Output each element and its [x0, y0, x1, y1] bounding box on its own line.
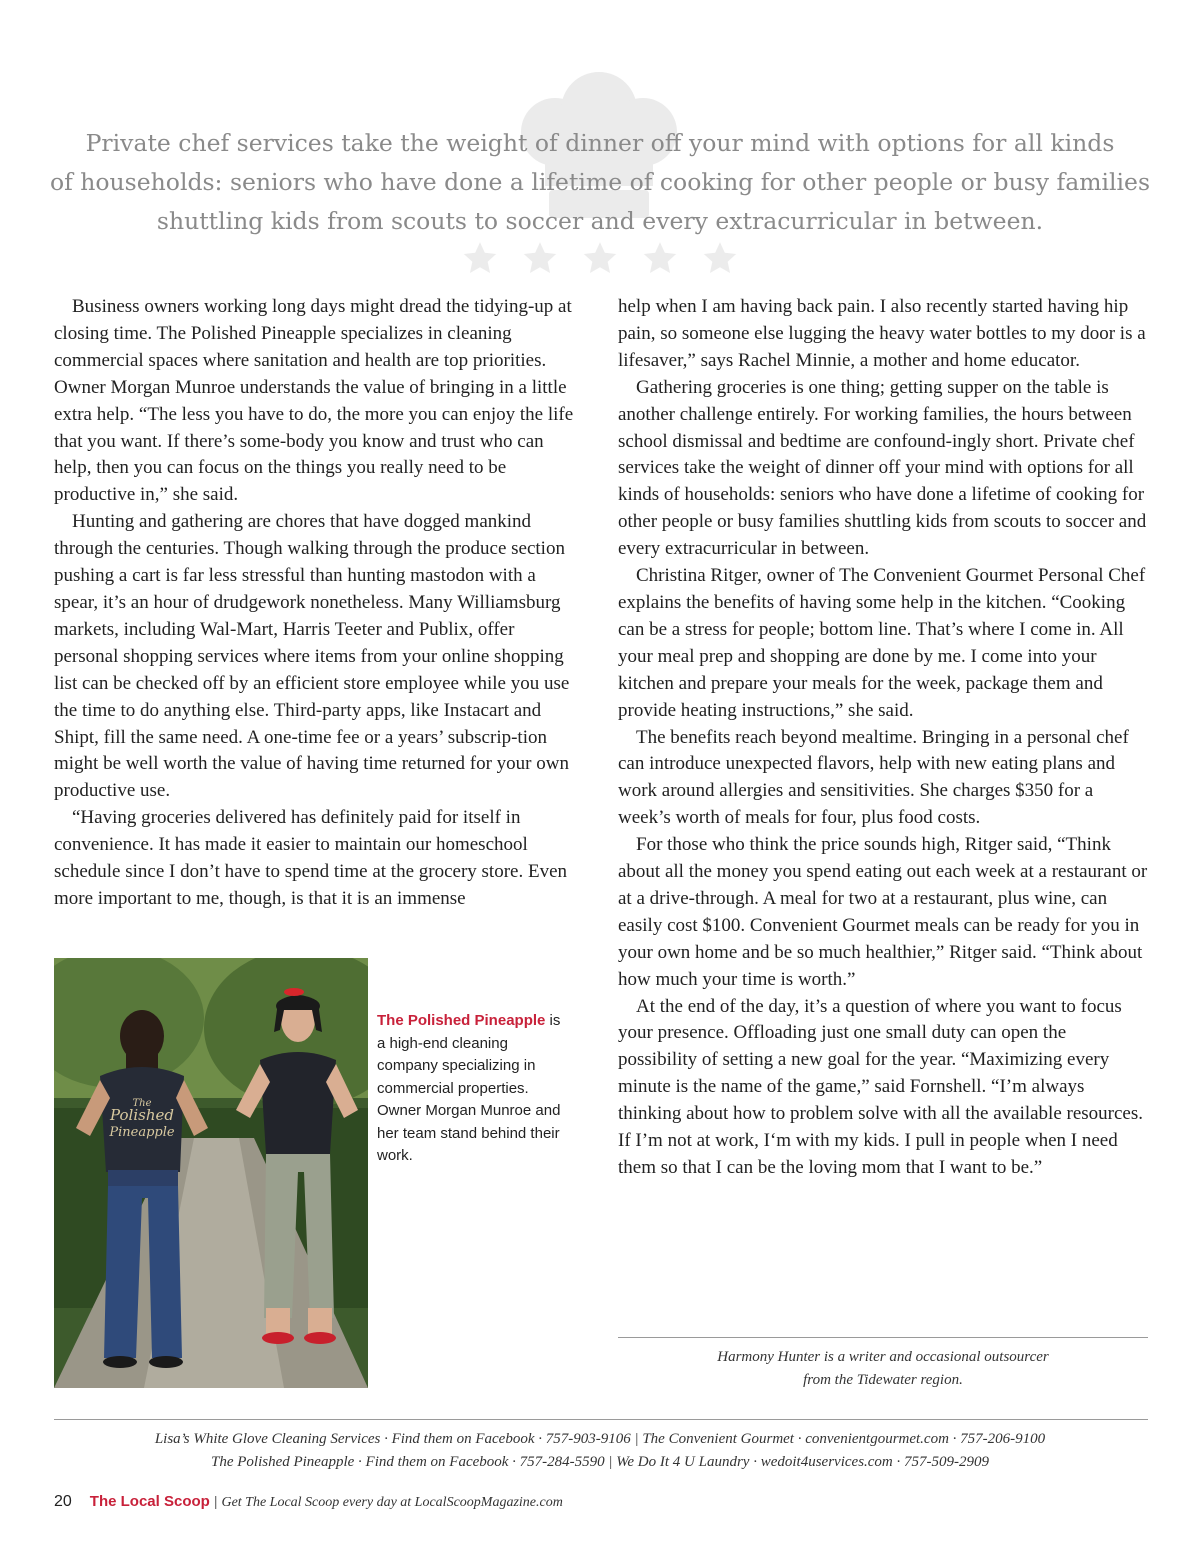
pull-quote-line: Private chef services take the weight of dinner off your mind with options for all kinds	[85, 129, 1115, 157]
article-paragraph: “Having groceries delivered has definitely paid for itself in convenience. It has made it easier to maintain our homeschool schedule since I don’t have to spend time at the grocery store. Even more important to me, though, is that it is an immense	[54, 807, 568, 909]
photo-caption	[377, 1010, 567, 1168]
article-paragraph: At the end of the day, it’s a question of where you want to focus your presence. Offloading just one small duty can open the possibility of setting a new goal for the year. “Maximizing every minute is the name of the game,” said Fornshell. “I’m always thinking about how to problem solve with all the available resources. If I’m not at work, I‘m with my kids. I pull in people when I need them so that I can be the loving mom that I want to be.”	[618, 995, 1144, 1178]
article-paragraph: Business owners working long days might dread the tidying-up at closing time. The Polished Pineapple specializes in cleaning commercial spaces where sanitation and health are top priorities. Owner Morgan Munroe understands the value of bringing in a little extra help. “The less you have to do, the more you can enjoy the life that you want. If there’s some-body you know and trust who can help, then you can focus on the things you really need to be productive in,” she said.	[54, 296, 574, 506]
magazine-name: The Local Scoop	[89, 1493, 210, 1510]
article-paragraph: The benefits reach beyond mealtime. Bringing in a personal chef can introduce unexpected flavors, help with new eating plans and work around allergies and sensitivities. She charges $350 for a week’s worth of meals for four, plus food costs.	[618, 726, 1129, 829]
resource-line: Lisa’s White Glove Cleaning Services · Find them on Facebook · 757-903-9106 | The Convenient Gourmet · convenientgourmet.com · 757-206-9100	[154, 1431, 1046, 1447]
shirt-text: Pineapple	[109, 1125, 175, 1140]
article-left-column	[54, 294, 574, 913]
shirt-text: Polished	[110, 1106, 174, 1124]
footer-tagline: Get The Local Scoop every day at LocalScoopMagazine.com	[221, 1495, 563, 1510]
resource-line: The Polished Pineapple · Find them on Facebook · 757-284-5590 | We Do It 4 U Laundry · wedoit4uservices.com · 757-509-2909	[210, 1454, 990, 1470]
resource-listing	[40, 1428, 1160, 1474]
article-right-column	[618, 294, 1150, 1182]
page-number: 20	[54, 1493, 72, 1510]
article-paragraph: Hunting and gathering are chores that have dogged mankind through the centuries. Though walking through the produce section pushing a cart is far less stressful than hunting mastodon with a spear, it’s an hour of drudgework nonetheless. Many Williamsburg markets, including Wal-Mart, Harris Teeter and Publix, offer personal shopping services where items from your online shopping list can be checked off by an efficient store employee while you use the time to do anything else. Third-party apps, like Instacart and Shipt, fill the same need. A one-time fee or a years’ subscrip-tion might be well worth the value of having time returned for your own productive use.	[54, 511, 570, 802]
author-divider	[618, 1337, 1148, 1338]
pull-quote-line: of households: seniors who have done a lifetime of cooking for other people or busy families	[49, 168, 1151, 196]
caption-text: is a high-end cleaning company specializing in commercial properties. Owner Morgan Munroe and her team stand behind their work.	[377, 1012, 561, 1164]
article-paragraph-continued: help when I am having back pain. I also recently started having hip pain, so someone else lugging the heavy water bottles to my door is a lifesaver,” says Rachel Minnie, a mother and home educator.	[618, 296, 1146, 371]
pull-quote	[40, 124, 1160, 241]
author-bio-line: from the Tidewater region.	[803, 1372, 963, 1388]
pull-quote-line: shuttling kids from scouts to soccer and every extracurricular in between.	[156, 207, 1044, 235]
resources-divider	[54, 1419, 1148, 1420]
page-footer	[54, 1493, 563, 1517]
footer-separator: |	[213, 1493, 218, 1509]
star-icon	[522, 240, 558, 276]
article-paragraph: For those who think the price sounds high, Ritger said, “Think about all the money you spend eating out each week at a restaurant or at a drive-through. A meal for two at a restaurant, plus wine, can easily cost $100. Convenient Gourmet meals can be ready for you in your own home and be so much healthier,” Ritger said. “Think about how much your time is worth.”	[618, 834, 1148, 990]
star-icon	[582, 240, 618, 276]
article-paragraph: Gathering groceries is one thing; getting supper on the table is another challenge entirely. For working families, the hours between school dismissal and bedtime are confound-ingly short. Private chef services take the weight of dinner off your mind with options for all kinds of households: seniors who have done a lifetime of cooking for other people or busy families shuttling kids from scouts to soccer and every extracurricular in between.	[618, 376, 1147, 560]
shirt-text: The	[132, 1098, 152, 1109]
star-icon	[642, 240, 678, 276]
team-photo	[54, 958, 368, 1388]
rating-stars	[462, 240, 742, 280]
author-bio-line: Harmony Hunter is a writer and occasional outsourcer	[717, 1349, 1049, 1365]
star-icon	[702, 240, 738, 276]
article-paragraph: Christina Ritger, owner of The Convenient Gourmet Personal Chef explains the benefits of having some help in the kitchen. “Cooking can be a stress for people; bottom line. That’s where I come in. All your meal prep and shopping are done by me. I come into your kitchen and prepare your meals for the week, package them and provide heating instructions,” she said.	[618, 565, 1146, 721]
star-icon	[462, 240, 498, 276]
author-bio	[618, 1346, 1148, 1392]
caption-title: The Polished Pineapple	[377, 1012, 546, 1029]
